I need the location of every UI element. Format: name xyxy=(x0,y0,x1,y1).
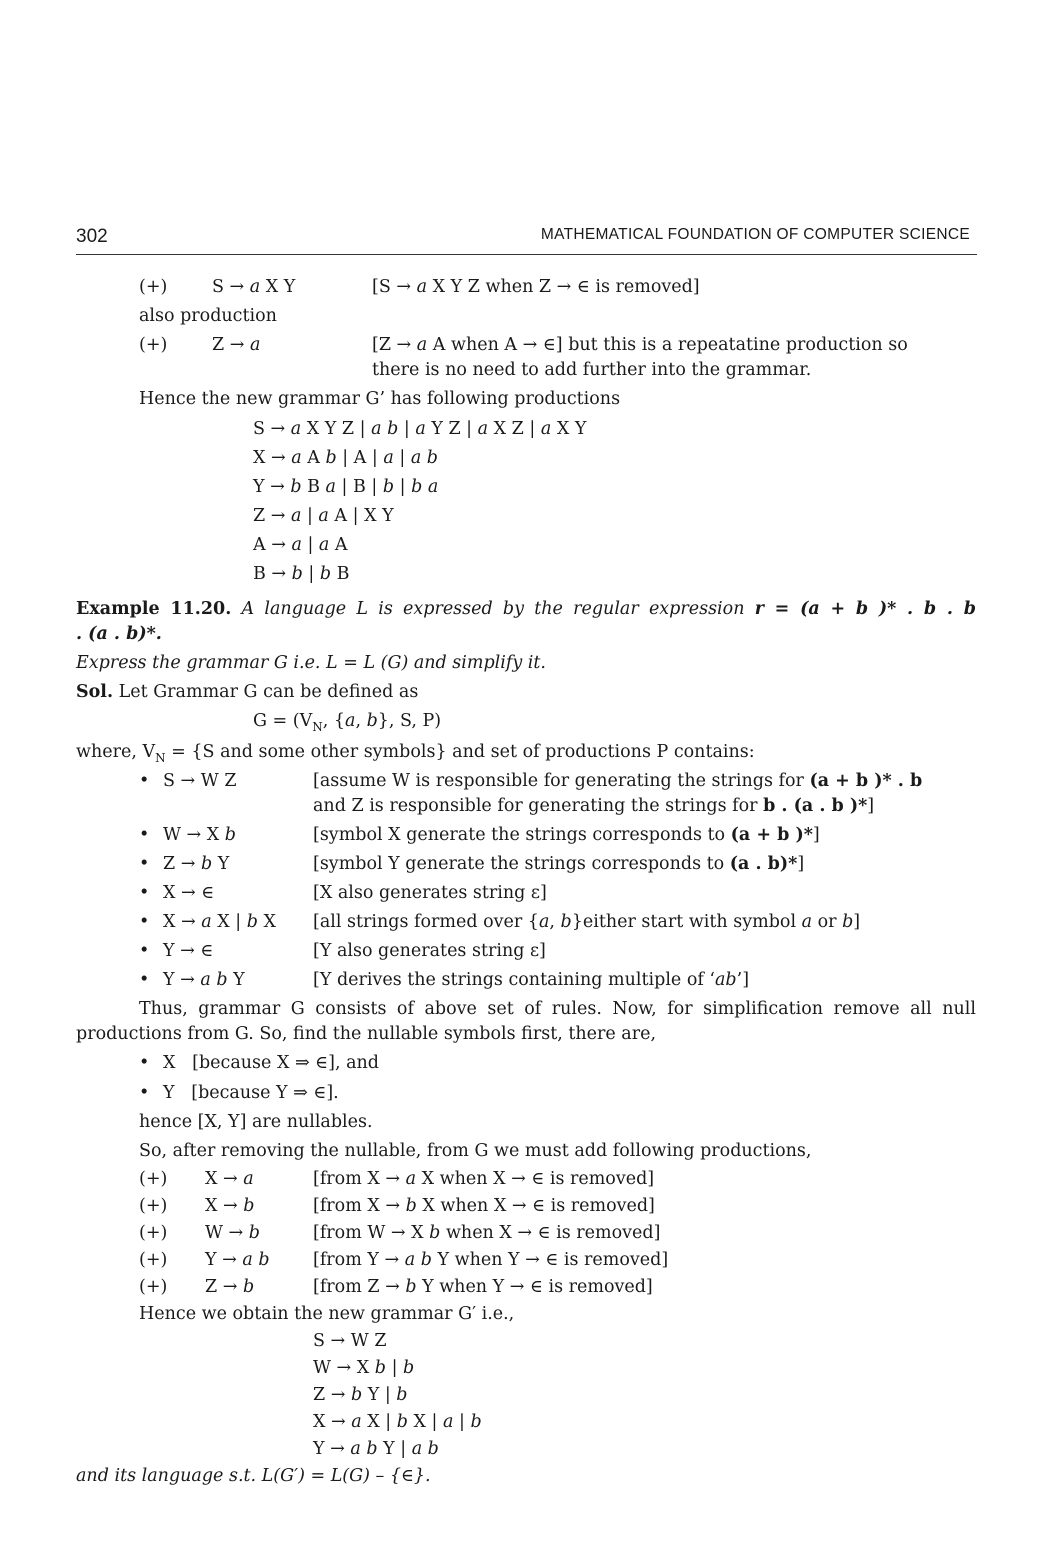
grammar-rule xyxy=(313,1437,439,1461)
text-segment: b xyxy=(405,1277,417,1297)
text-segment: or xyxy=(812,912,843,932)
text-segment: (+) xyxy=(139,1277,168,1297)
production xyxy=(163,910,276,934)
text-segment: | A | xyxy=(336,448,384,468)
production xyxy=(163,968,245,992)
bullet: • xyxy=(139,883,150,903)
text-segment: a xyxy=(249,335,261,355)
text-segment: X → xyxy=(163,912,202,932)
text-segment: b xyxy=(429,1223,441,1243)
text-segment: X [because X ⇒ ∈], and xyxy=(163,1053,379,1073)
note xyxy=(313,1167,654,1191)
bullet: • xyxy=(139,825,150,845)
grammar-rule xyxy=(313,1383,408,1407)
text-segment: [Z → xyxy=(372,335,417,355)
bullet: • xyxy=(139,1083,150,1103)
note xyxy=(313,852,804,876)
production xyxy=(163,939,213,963)
text-segment: X → xyxy=(205,1196,244,1216)
text-segment: ] xyxy=(853,912,861,932)
text-segment: Z → xyxy=(212,335,250,355)
text-segment: a xyxy=(201,912,212,932)
text-segment: [from Z → xyxy=(313,1277,406,1297)
text-segment: b . (a . b )* xyxy=(763,796,868,816)
text-segment: (a + b )* xyxy=(730,825,813,845)
paragraph xyxy=(139,1110,373,1134)
text-segment: b xyxy=(842,912,854,932)
text-segment: a xyxy=(318,506,329,526)
text-segment: X xyxy=(257,912,276,932)
text-segment: [Y also generates string ε] xyxy=(313,941,546,961)
text-segment: a b xyxy=(371,419,399,439)
paragraph xyxy=(76,1022,656,1046)
text-segment: X Y xyxy=(551,419,587,439)
text-segment: b xyxy=(243,1196,255,1216)
text-segment: S → W Z xyxy=(313,1331,387,1351)
text-segment: Z → xyxy=(253,506,291,526)
bullet: • xyxy=(139,912,150,932)
note xyxy=(313,881,547,905)
text-segment: a xyxy=(801,912,813,932)
conclusion xyxy=(76,1464,431,1488)
text-segment: a xyxy=(405,1169,417,1189)
paragraph xyxy=(139,997,976,1021)
text-segment: a b xyxy=(404,1250,432,1270)
production xyxy=(163,769,237,793)
text-segment: [symbol Y generate the strings corresponds to xyxy=(313,854,730,874)
note xyxy=(313,968,749,992)
production xyxy=(205,1221,260,1245)
text-segment: Y → ∈ xyxy=(163,941,214,961)
text-segment: A | X Y xyxy=(328,506,394,526)
text-segment: a xyxy=(249,277,261,297)
grammar-rule xyxy=(313,1329,387,1353)
nullable-item xyxy=(163,1051,379,1075)
text-segment: B xyxy=(331,564,350,584)
text-segment: a xyxy=(442,1412,454,1432)
text-segment: | xyxy=(393,448,411,468)
text-segment: a xyxy=(383,448,394,468)
text-segment: a xyxy=(291,535,302,555)
text-segment: , xyxy=(355,711,367,731)
text-segment: a xyxy=(345,711,356,731)
text-segment: X Y Z | xyxy=(301,419,372,439)
text-segment: b xyxy=(403,1358,415,1378)
text-segment: there is no need to add further into the grammar. xyxy=(372,360,812,380)
text-segment: ab xyxy=(715,970,737,990)
text-segment: ] xyxy=(867,796,875,816)
bullet: • xyxy=(139,1053,150,1073)
text-segment: S → xyxy=(212,277,250,297)
text-segment: b xyxy=(366,711,378,731)
text-segment: ] xyxy=(812,825,820,845)
text-segment: S → W Z xyxy=(163,771,237,791)
text-segment: A xyxy=(329,535,348,555)
note xyxy=(313,769,922,793)
grammar-rule xyxy=(253,533,348,557)
production xyxy=(205,1194,254,1218)
text-segment: (+) xyxy=(139,1250,168,1270)
bullet: • xyxy=(139,771,150,791)
text-segment: (+) xyxy=(139,335,168,355)
marker xyxy=(139,1167,167,1191)
header-rule xyxy=(76,254,977,255)
text-segment: A → xyxy=(253,535,292,555)
text-segment: | xyxy=(301,506,319,526)
text-segment: , { xyxy=(322,711,345,731)
text-segment: b xyxy=(290,477,302,497)
text-segment: and its language s.t. L(G′) = L(G) – {∈}. xyxy=(76,1466,431,1486)
text-segment: b xyxy=(350,1385,363,1405)
text-segment: a b xyxy=(242,1250,270,1270)
running-title: MATHEMATICAL FOUNDATION OF COMPUTER SCIENCE xyxy=(540,226,970,243)
text-segment: W → xyxy=(205,1223,249,1243)
text-segment: Y when Y → ∈ is removed] xyxy=(431,1250,669,1270)
text-segment: Z → xyxy=(205,1277,243,1297)
text-segment: X Y xyxy=(260,277,296,297)
text-segment: a xyxy=(415,419,426,439)
bullet: • xyxy=(139,854,150,874)
text-segment: [assume W is responsible for generating the strings for xyxy=(313,771,810,791)
text-segment: Hence the new grammar G’ has following productions xyxy=(139,389,621,409)
text-segment: B xyxy=(301,477,326,497)
text-segment: Y | xyxy=(362,1385,397,1405)
text-segment: hence [X, Y] are nullables. xyxy=(139,1112,373,1132)
grammar-rule xyxy=(253,446,438,470)
text-segment: A when A → ∈] but this is a repeatatine production so xyxy=(427,335,908,355)
text-segment: (a + b )* . b xyxy=(809,771,923,791)
text-segment: (+) xyxy=(139,1169,168,1189)
text-segment: | xyxy=(453,1412,471,1432)
text-segment: | xyxy=(398,419,416,439)
text-segment: b xyxy=(200,854,213,874)
page-number: 302 xyxy=(76,226,108,247)
grammar-rule xyxy=(313,1356,414,1380)
text-segment: }either start with symbol xyxy=(571,912,802,932)
text-segment: a xyxy=(540,419,552,439)
text-segment: ’] xyxy=(736,970,750,990)
text-segment: a xyxy=(290,419,302,439)
text-segment: b xyxy=(396,1412,408,1432)
text-segment: (+) xyxy=(139,277,168,297)
note xyxy=(313,1248,668,1272)
text-segment: b xyxy=(246,912,258,932)
production xyxy=(212,333,260,357)
grammar-rule xyxy=(313,1410,482,1434)
note xyxy=(313,1275,653,1299)
text-segment: Example 11.20. xyxy=(76,599,232,619)
text-segment: [all strings formed over { xyxy=(313,912,539,932)
text-segment: a xyxy=(325,477,336,497)
text-segment: also production xyxy=(139,306,277,326)
text-segment: and Z is responsible for generating the strings for xyxy=(313,796,764,816)
paragraph xyxy=(139,387,620,411)
text-segment: [from Y → xyxy=(313,1250,405,1270)
text-segment: X → xyxy=(313,1412,352,1432)
text-segment: a xyxy=(291,448,302,468)
text-segment: Sol. xyxy=(76,682,114,702)
text-segment: | xyxy=(394,477,412,497)
text-segment: where, V xyxy=(76,742,156,762)
text-segment: b xyxy=(319,564,332,584)
paragraph xyxy=(139,1302,514,1326)
marker xyxy=(139,275,167,299)
text-segment: productions from G. So, find the nullable symbols first, there are, xyxy=(76,1024,657,1044)
text-segment: X Y Z when Z → ∈ is removed] xyxy=(427,277,700,297)
text-segment: | B | xyxy=(335,477,383,497)
text-segment: b xyxy=(242,1277,255,1297)
note xyxy=(313,910,860,934)
bullet: • xyxy=(139,941,150,961)
text-segment: b xyxy=(248,1223,260,1243)
text-segment: a b xyxy=(411,1439,439,1459)
text-segment: ] xyxy=(797,854,805,874)
text-segment: a b xyxy=(200,970,228,990)
text-segment: Y xyxy=(227,970,245,990)
text-segment: Y → xyxy=(313,1439,351,1459)
text-segment: (+) xyxy=(139,1196,168,1216)
text-segment: Y xyxy=(212,854,230,874)
grammar-rule xyxy=(253,475,438,499)
text-segment: Z → xyxy=(313,1385,351,1405)
grammar-rule xyxy=(253,417,586,441)
note xyxy=(313,1221,660,1245)
text-segment: Y → xyxy=(205,1250,243,1270)
text-segment: A xyxy=(301,448,326,468)
marker xyxy=(139,1221,167,1245)
text-segment: [symbol X generate the strings corresponds to xyxy=(313,825,731,845)
text-segment: [from X → xyxy=(313,1196,406,1216)
production xyxy=(205,1167,254,1191)
text-segment: X | xyxy=(407,1412,443,1432)
text-segment: X | xyxy=(211,912,247,932)
text-segment: X → xyxy=(205,1169,244,1189)
text-segment: a xyxy=(318,535,330,555)
text-segment: Thus, grammar G consists of above set of rules. Now, for simplification remove all null xyxy=(139,999,976,1019)
text-segment: N xyxy=(155,751,166,765)
production xyxy=(205,1275,254,1299)
text-segment: X → ∈ xyxy=(163,883,215,903)
text-segment: Let Grammar G can be defined as xyxy=(113,682,419,702)
text-segment: So, after removing the nullable, from G we must add following productions, xyxy=(139,1141,812,1161)
text-segment: b xyxy=(325,448,337,468)
text-segment: Y when Y → ∈ is removed] xyxy=(416,1277,653,1297)
text-segment: }, S, P) xyxy=(377,711,442,731)
text-segment: a b xyxy=(350,1439,378,1459)
text-segment: Y → xyxy=(163,970,201,990)
text-segment: a b xyxy=(410,448,439,468)
note xyxy=(313,1194,655,1218)
production xyxy=(163,852,229,876)
production xyxy=(163,823,236,847)
text-segment: r = (a + b )* . b . b xyxy=(754,599,976,619)
text-segment: W → X xyxy=(313,1358,375,1378)
text-segment: a xyxy=(538,912,550,932)
text-segment: X | xyxy=(361,1412,397,1432)
note xyxy=(372,333,908,357)
text-segment: Y Z | xyxy=(425,419,478,439)
text-segment: , xyxy=(549,912,561,932)
text-segment: Y [because Y ⇒ ∈]. xyxy=(163,1083,339,1103)
text-segment: b xyxy=(374,1358,386,1378)
text-segment: (+) xyxy=(139,1223,168,1243)
text-segment: b xyxy=(291,564,303,584)
text-segment: b xyxy=(560,912,572,932)
text-segment: | xyxy=(302,564,320,584)
text-segment: when X → ∈ is removed] xyxy=(440,1223,661,1243)
text-segment: X when X → ∈ is removed] xyxy=(416,1196,655,1216)
text-segment: X → xyxy=(253,448,292,468)
text-segment: [X also generates string ε] xyxy=(313,883,547,903)
text-segment: B → xyxy=(253,564,292,584)
text-segment: b xyxy=(470,1412,482,1432)
note xyxy=(372,275,700,299)
text-segment: = {S and some other symbols} and set of productions P contains: xyxy=(165,742,755,762)
text-segment: a xyxy=(416,277,428,297)
text-segment: b xyxy=(224,825,236,845)
production xyxy=(212,275,295,299)
text-segment: Y → xyxy=(253,477,291,497)
marker xyxy=(139,333,167,357)
example-heading-cont xyxy=(76,622,162,646)
production xyxy=(163,881,214,905)
production xyxy=(205,1248,270,1272)
text-segment: a xyxy=(243,1169,254,1189)
paragraph xyxy=(139,304,277,328)
note xyxy=(372,358,811,382)
text-segment: W → X xyxy=(163,825,225,845)
text-segment: Z → xyxy=(163,854,201,874)
text-segment: G = (V xyxy=(253,711,313,731)
text-segment: A language L is expressed by the regular expression xyxy=(231,599,755,619)
grammar-rule xyxy=(253,562,350,586)
text-segment: | xyxy=(301,535,319,555)
text-segment: . (a . b)*. xyxy=(76,624,162,644)
note xyxy=(313,939,546,963)
text-segment: X when X → ∈ is removed] xyxy=(416,1169,655,1189)
grammar-rule xyxy=(253,504,394,528)
solution-intro xyxy=(76,680,418,704)
example-task xyxy=(76,651,546,675)
text-segment: b xyxy=(405,1196,417,1216)
text-segment: | xyxy=(386,1358,404,1378)
bullet: • xyxy=(139,970,150,990)
grammar-tuple xyxy=(253,709,441,739)
text-segment: N xyxy=(312,720,323,734)
note xyxy=(313,823,820,847)
paragraph xyxy=(76,740,755,770)
marker xyxy=(139,1194,167,1218)
text-segment: [S → xyxy=(372,277,417,297)
text-segment: a xyxy=(477,419,489,439)
text-segment: a xyxy=(416,335,428,355)
paragraph xyxy=(139,1139,811,1163)
text-segment: Express the grammar G i.e. L = L (G) and simplify it. xyxy=(76,653,546,673)
text-segment: Hence we obtain the new grammar G′ i.e., xyxy=(139,1304,515,1324)
text-segment: b xyxy=(382,477,395,497)
nullable-item xyxy=(163,1081,339,1105)
text-segment: (a . b)* xyxy=(729,854,798,874)
text-segment: X Z | xyxy=(488,419,541,439)
text-segment: b xyxy=(396,1385,408,1405)
note xyxy=(313,794,874,818)
marker xyxy=(139,1248,167,1272)
text-segment: S → xyxy=(253,419,291,439)
text-segment: a xyxy=(290,506,302,526)
text-segment: b a xyxy=(411,477,439,497)
text-segment: Y | xyxy=(377,1439,412,1459)
example-heading xyxy=(76,597,976,621)
marker xyxy=(139,1275,167,1299)
text-segment: [from W → X xyxy=(313,1223,430,1243)
text-segment: [from X → xyxy=(313,1169,406,1189)
text-segment: [Y derives the strings containing multiple of ‘ xyxy=(313,970,715,990)
text-segment: a xyxy=(351,1412,362,1432)
